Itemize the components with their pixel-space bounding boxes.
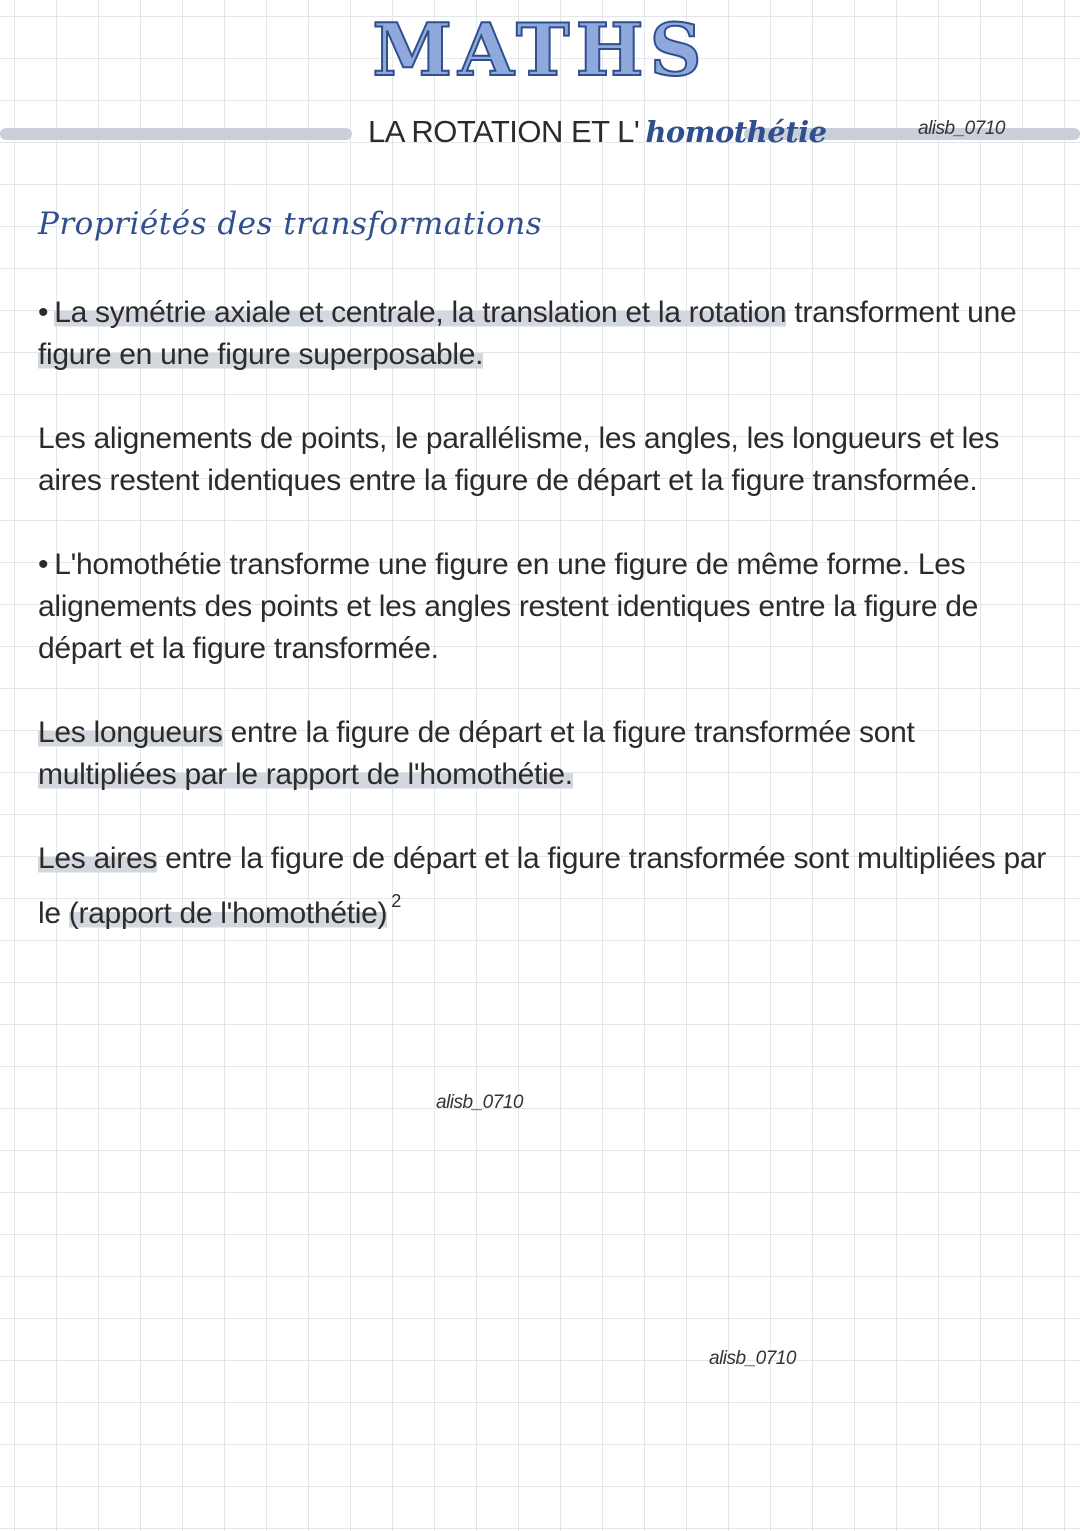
paragraph-rigid-transformations (38, 292, 1058, 376)
paragraph-areas (38, 838, 1068, 935)
paragraph-lengths (38, 712, 1058, 796)
header-signature: alisb_0710 (918, 118, 1005, 139)
page-subtitle (368, 112, 827, 152)
paragraph-line (38, 838, 1068, 880)
highlighted-text: Les aires (38, 842, 158, 875)
page-title: MATHS (372, 7, 708, 92)
watermark-bottom: alisb_0710 (709, 1348, 796, 1369)
paragraph-line (38, 712, 1058, 754)
paragraph-text: L'homothétie transforme une figure en une figure de même forme. Les alignements des points et les angles restent identiques entre la figure de départ et la figure transformée. (38, 548, 979, 665)
paragraph-preserved-properties: Les alignements de points, le parallélisme, les angles, les longueurs et les aires restent identiques entre la figure de départ et la figure transformée. (38, 422, 1000, 497)
highlighted-text: Les longueurs (38, 716, 223, 749)
paragraph-line (38, 754, 1058, 796)
subtitle-plain: LA ROTATION ET L' (368, 114, 640, 149)
highlighted-text: (rapport de l'homothétie) (68, 897, 388, 930)
paragraph-text: entre la figure de départ et la figure transformée sont (222, 716, 915, 749)
paragraph-line (38, 334, 1058, 376)
section-heading: Propriétés des transformations (38, 206, 543, 242)
paragraph-text: entre la figure de départ et la figure transformée sont multipliées par (157, 842, 1046, 875)
highlighted-text: figure en une figure superposable. (38, 338, 484, 371)
paragraph-text: transforment une (786, 296, 1017, 329)
highlighted-text: La symétrie axiale et centrale, la translation et la rotation (54, 296, 787, 329)
bullet: • (38, 548, 49, 581)
paragraph-text: le (38, 897, 69, 930)
paragraph-line (38, 880, 1068, 935)
watermark-middle: alisb_0710 (436, 1092, 523, 1113)
exponent: 2 (391, 891, 401, 911)
bullet: • (38, 296, 49, 329)
header-divider-left (0, 128, 352, 140)
highlighted-text: multipliées par le rapport de l'homothétie. (38, 758, 573, 791)
subtitle-script: homothétie (645, 115, 827, 149)
paragraph-line (38, 292, 1058, 334)
paragraph-homothety (38, 544, 1063, 670)
